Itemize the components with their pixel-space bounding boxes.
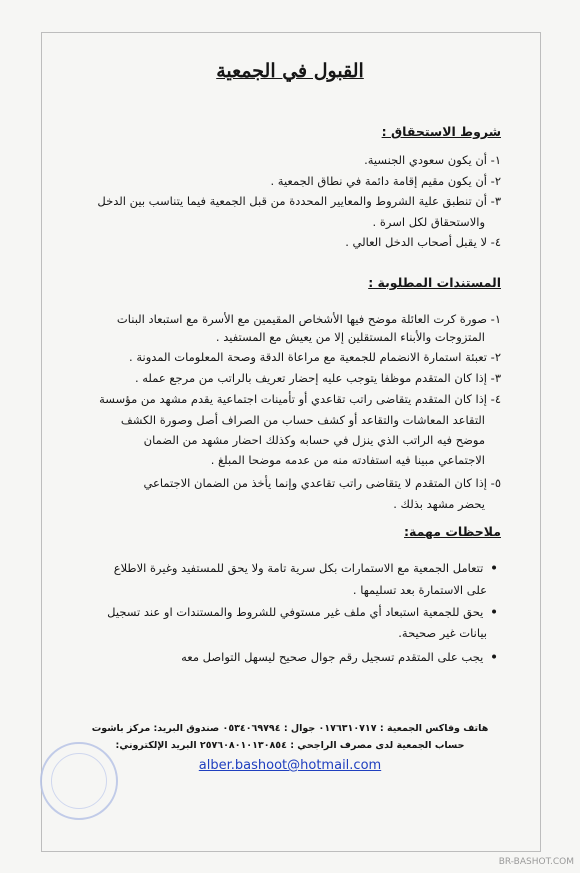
condition-line-2: ٢- أن يكون مقيم إقامة دائمة في نطاق الجمعية .: [270, 174, 501, 188]
footer-contact: هاتف وفاكس الجمعية : ٠١٧٦٣١٠٧١٧ جوال : ٠٥٣٤٠٦٩٧٩٤ صندوق البريد: مركز باشوت: [91, 723, 489, 734]
condition-line-4: والاستحقاق لكل اسرة .: [372, 215, 485, 229]
documents-heading: المستندات المطلوبة :: [368, 275, 501, 290]
note-text: يحق للجمعية استبعاد أي ملف غير مستوفي للشروط والمستندات او عند تسجيل: [107, 605, 484, 619]
bullet-icon: •: [490, 650, 498, 664]
footer-bank: حساب الجمعية لدى مصرف الراجحي : ٢٥٧٦٠٨٠١٠١٣٠٨٥٤ البريد الإلكتروني:: [115, 740, 465, 751]
note-item-1: [114, 561, 501, 575]
document-line-1: ١- صورة كرت العائلة موضح فيها الأشخاص المقيمين مع الأسرة مع استبعاد البنات: [116, 312, 501, 326]
conditions-heading: شروط الاستحقاق :: [381, 124, 501, 139]
condition-line-3: ٣- أن تنطبق علية الشروط والمعايير المحددة من قبل الجمعية فيما يتناسب بين الدخل: [97, 194, 501, 208]
document-line-10: يحضر مشهد بذلك .: [393, 497, 485, 511]
footer-email-link[interactable]: alber.bashoot@hotmail.com: [198, 758, 382, 773]
watermark: BR-BASHOT.COM: [498, 857, 574, 867]
note-text: تتعامل الجمعية مع الاستمارات بكل سرية تامة ولا يحق للمستفيد وغيرة الاطلاع: [113, 561, 484, 575]
note-item-3: [181, 650, 501, 664]
condition-line-5: ٤- لا يقبل أصحاب الدخل العالي .: [345, 235, 501, 249]
seal-stamp-icon: [40, 742, 118, 820]
document-line-6: التقاعد المعاشات والتقاعد أو كشف حساب من الصراف أصل وصورة الكشف: [120, 413, 485, 427]
document-line-7: موضح فيه الراتب الذي ينزل في حسابه وكذلك احضار مشهد من الضمان: [143, 433, 485, 447]
document-line-2: المتزوجات والأبناء المستقلين إلا من يعيش مع المستفيد .: [215, 330, 485, 344]
note-item-1-cont: على الاستمارة بعد تسليمها .: [352, 583, 487, 597]
document-line-5: ٤- إذا كان المتقدم يتقاضى راتب تقاعدي أو تأمينات اجتماعية يقدم مشهد من مؤسسة: [99, 392, 501, 406]
document-line-4: ٣- إذا كان المتقدم موظفا يتوجب عليه إحضار تعريف بالراتب من مرجع عمله .: [134, 371, 501, 385]
note-item-2-cont: بيانات غير صحيحة.: [398, 626, 487, 640]
notes-heading: ملاحظات مهمة:: [404, 524, 501, 539]
condition-line-1: ١- أن يكون سعودي الجنسية.: [364, 153, 501, 167]
note-text: يجب على المتقدم تسجيل رقم جوال صحيح ليسهل التواصل معه: [181, 650, 484, 664]
document-line-8: الاجتماعي مبينا فيه استفادته منه من عدمه موضحا المبلغ .: [210, 453, 485, 467]
page-title: القبول في الجمعية: [216, 60, 364, 82]
document-line-9: ٥- إذا كان المتقدم لا يتقاضى راتب تقاعدي وإنما يأخذ من الضمان الاجتماعي: [143, 476, 501, 490]
bullet-icon: •: [490, 605, 498, 619]
note-item-2: [107, 605, 501, 619]
document-line-3: ٢- تعبئة استمارة الانضمام للجمعية مع مراعاة الدقة وصحة المعلومات المدونة .: [129, 350, 501, 364]
bullet-icon: •: [490, 561, 498, 575]
